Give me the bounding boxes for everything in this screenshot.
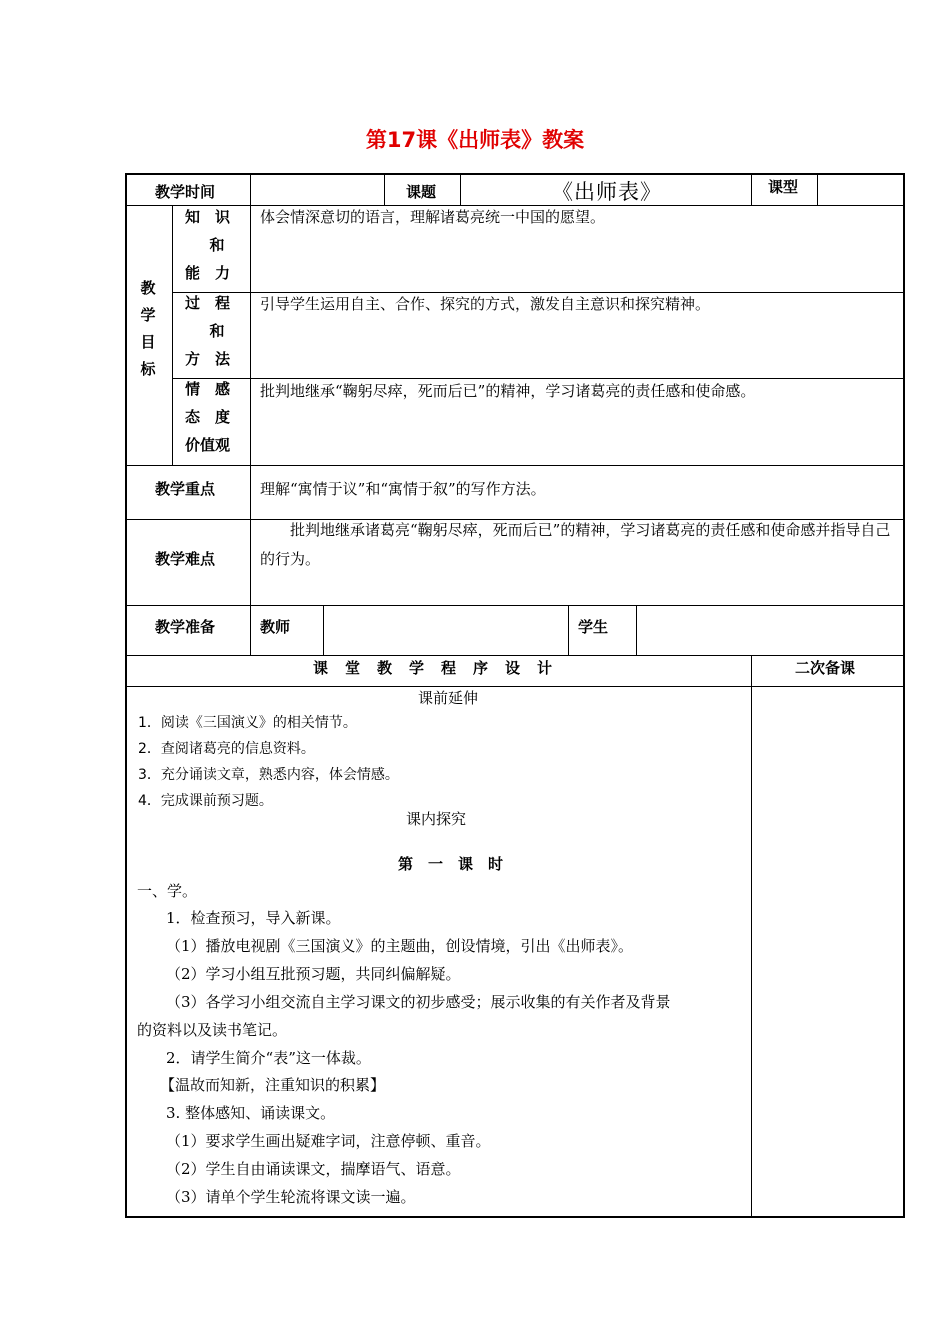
body-line: （3）各学习小组交流自主学习课文的初步感受；展示收集的有关作者及背景 [166,993,671,1011]
objective-category-attitude: 情 感 态 度 价值观 [185,380,231,454]
objectives-label: 教 学 目 标 [140,279,156,378]
body-line: （2）学生自由诵读课文，揣摩语气、语意。 [166,1160,461,1178]
objective-text-process: 引导学生运用自主、合作、探究的方式，激发自主意识和探究精神。 [260,295,711,313]
prep-student-label: 学生 [578,618,609,636]
key-point-text: 理解“寓情于议”和“寓情于叙”的写作方法。 [260,480,546,498]
list-item: 2．查阅诸葛亮的信息资料。 [138,741,315,757]
body-line: 【温故而知新，注重知识的积累】 [160,1076,386,1094]
topic-value: 《出师表》 [552,180,662,204]
key-point-label: 教学重点 [155,480,216,498]
list-item: 4．完成课前预习题。 [138,793,273,809]
teaching-time-label: 教学时间 [155,183,216,201]
difficulty-label: 教学难点 [155,550,216,568]
lesson-type-label: 课型 [768,178,799,196]
in-class-heading: 课内探究 [406,810,467,828]
pre-class-list [138,710,399,814]
design-header: 课 堂 教 学 程 序 设 计 [313,659,554,677]
body-line: 3. 整体感知、诵读课文。 [166,1104,336,1122]
objective-category-process: 过 程 和 方 法 [185,294,231,368]
page-title: 第17课《出师表》教案 [365,128,585,152]
list-item: 3．充分诵读文章，熟悉内容，体会情感。 [138,767,399,783]
body-line: （1）要求学生画出疑难字词，注意停顿、重音。 [166,1132,491,1150]
body-line: 2．请学生简介“表”这一体裁。 [166,1049,371,1067]
objective-category-knowledge: 知 识 和 能 力 [185,208,231,282]
topic-label: 课题 [406,183,437,201]
prep-teacher-label: 教师 [260,618,291,636]
body-line: （2）学习小组互批预习题，共同纠偏解疑。 [166,965,461,983]
objective-text-knowledge: 体会情深意切的语言，理解诸葛亮统一中国的愿望。 [260,208,606,226]
difficulty-text: 批判地继承诸葛亮“鞠躬尽瘁，死而后已”的精神，学习诸葛亮的责任感和使命感并指导自己的行为。 [260,521,891,568]
second-prep-header: 二次备课 [795,659,856,677]
prep-label: 教学准备 [155,618,216,636]
period-heading: 第 一 课 时 [398,855,504,873]
body-line: （1）播放电视剧《三国演义》的主题曲，创设情境，引出《出师表》。 [166,937,634,955]
body-line: 一、学。 [137,882,198,900]
body-line: 的资料以及读书笔记。 [137,1021,288,1039]
body-line: （3）请单个学生轮流将课文读一遍。 [166,1188,416,1206]
body-line: 1．检查预习，导入新课。 [166,909,341,927]
objective-text-attitude: 批判地继承“鞠躬尽瘁，死而后已”的精神，学习诸葛亮的责任感和使命感。 [260,382,756,400]
pre-class-heading: 课前延伸 [418,689,479,707]
list-item: 1．阅读《三国演义》的相关情节。 [138,715,357,731]
